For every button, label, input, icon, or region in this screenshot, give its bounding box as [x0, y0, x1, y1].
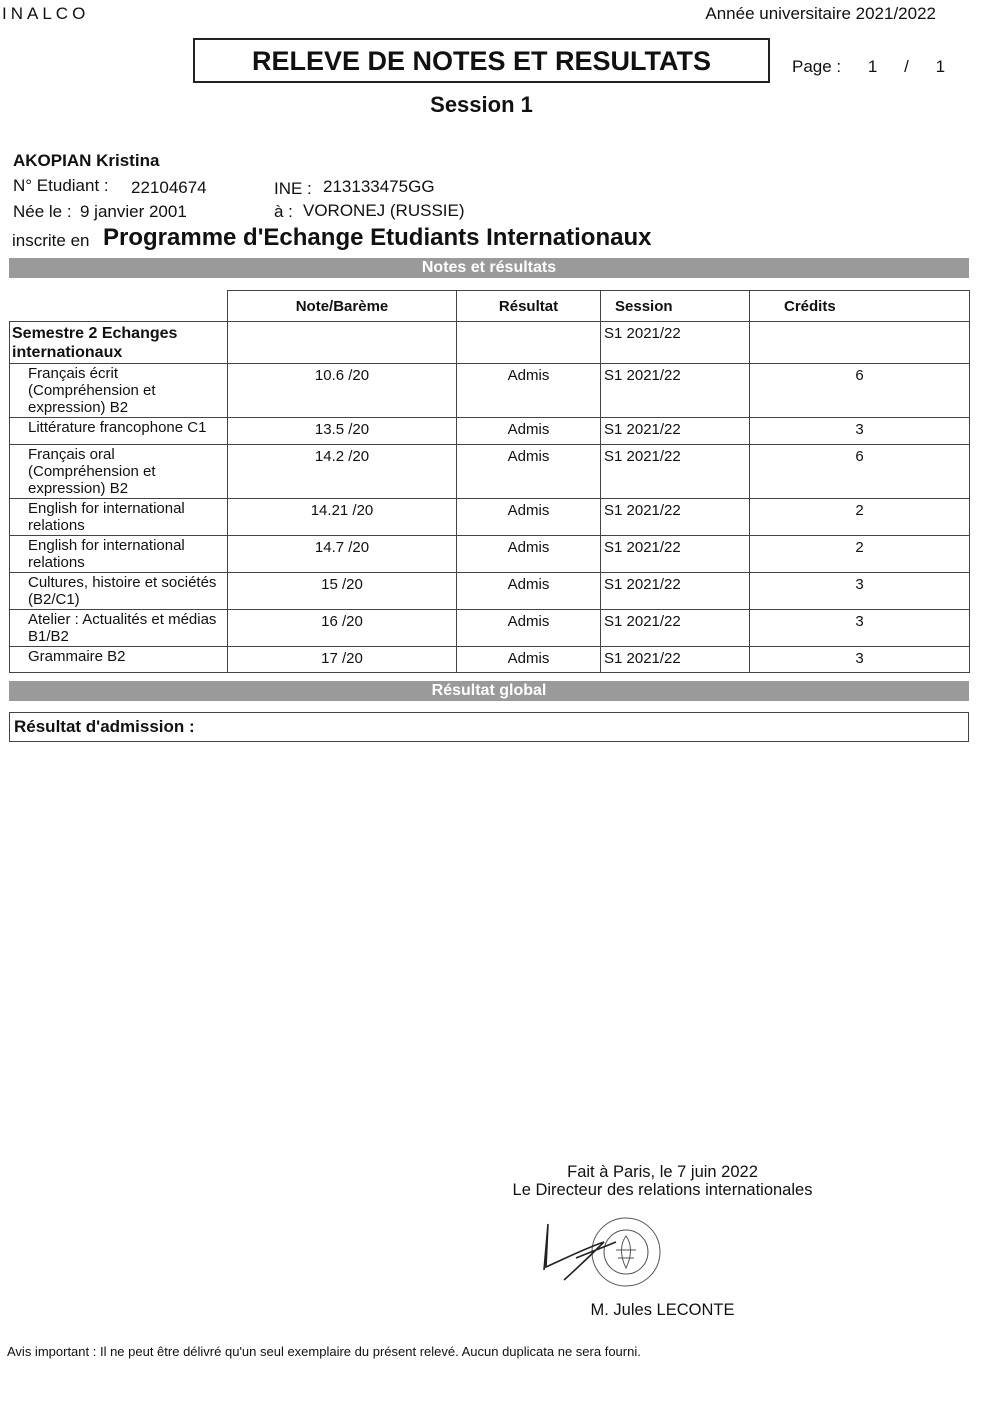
semester-note	[228, 322, 457, 364]
student-id-value: 22104674	[131, 178, 207, 197]
ue-label: English for international relations	[10, 499, 228, 536]
ue-session: S1 2021/22	[601, 610, 750, 647]
ue-note: 14.2 /20	[228, 445, 457, 499]
ue-session: S1 2021/22	[601, 647, 750, 673]
page-separator: /	[904, 57, 909, 76]
page-label: Page :	[792, 57, 842, 76]
ue-label: Atelier : Actualités et médias B1/B2	[10, 610, 228, 647]
program-name: Programme d'Echange Etudiants Internationaux	[103, 224, 652, 251]
signatory-name: M. Jules LECONTE	[590, 1301, 735, 1319]
semester-result	[457, 322, 601, 364]
ue-label: Français écrit (Compréhension et expression) B2	[10, 364, 228, 418]
ue-label: Cultures, histoire et sociétés (B2/C1)	[10, 573, 228, 610]
birth-place-label: à :	[274, 202, 293, 221]
admission-result-label: Résultat d'admission :	[9, 712, 969, 742]
stamp-seal	[592, 1218, 660, 1286]
ue-label: Français oral (Compréhension et expression) B2	[10, 445, 228, 499]
ue-credits: 2	[750, 499, 970, 536]
ue-session: S1 2021/22	[601, 573, 750, 610]
ue-session: S1 2021/22	[601, 418, 750, 445]
ue-session: S1 2021/22	[601, 536, 750, 573]
ue-label: English for international relations	[10, 536, 228, 573]
header-blank	[10, 291, 228, 322]
ue-credits: 3	[750, 418, 970, 445]
table-row	[10, 536, 970, 573]
header-note: Note/Barème	[228, 291, 457, 322]
place-date: Fait à Paris, le 7 juin 2022	[567, 1163, 758, 1181]
ue-result: Admis	[457, 418, 601, 445]
semester-session: S1 2021/22	[601, 322, 750, 364]
ue-result: Admis	[457, 364, 601, 418]
grades-section-bar: Notes et résultats	[9, 258, 969, 278]
ue-label: Grammaire B2	[10, 647, 228, 673]
ine-label: INE :	[274, 179, 312, 198]
table-row	[10, 610, 970, 647]
ue-credits: 2	[750, 536, 970, 573]
ue-note: 10.6 /20	[228, 364, 457, 418]
footer-notice: Avis important : Il ne peut être délivré qu'un seul exemplaire du présent relevé. Aucun duplicata ne sera fourni.	[7, 1344, 641, 1359]
ue-credits: 3	[750, 647, 970, 673]
session-title: Session 1	[430, 92, 533, 117]
ue-note: 14.7 /20	[228, 536, 457, 573]
header-credits: Crédits	[750, 291, 970, 322]
document-title: RELEVE DE NOTES ET RESULTATS	[193, 38, 770, 83]
ue-result: Admis	[457, 573, 601, 610]
ue-result: Admis	[457, 536, 601, 573]
signature-stamp	[536, 1212, 676, 1292]
global-result-bar: Résultat global	[9, 681, 969, 701]
ue-result: Admis	[457, 610, 601, 647]
semester-credits	[750, 322, 970, 364]
handwritten-signature	[544, 1224, 616, 1280]
signatory-role: Le Directeur des relations internationales	[512, 1181, 813, 1199]
ue-credits: 3	[750, 610, 970, 647]
table-row	[10, 364, 970, 418]
header-session: Session	[601, 291, 750, 322]
ue-session: S1 2021/22	[601, 445, 750, 499]
semester-label: Semestre 2 Echanges internationaux	[10, 322, 228, 364]
ue-credits: 6	[750, 364, 970, 418]
institution-name: INALCO	[2, 4, 90, 23]
birth-date-label: Née le :	[13, 202, 72, 221]
ue-credits: 3	[750, 573, 970, 610]
ue-note: 17 /20	[228, 647, 457, 673]
table-row	[10, 647, 970, 673]
birth-place-value: VORONEJ (RUSSIE)	[303, 201, 465, 220]
ue-result: Admis	[457, 647, 601, 673]
page-total: 1	[935, 57, 946, 76]
ue-note: 13.5 /20	[228, 418, 457, 445]
semester-row	[10, 322, 970, 364]
ue-result: Admis	[457, 499, 601, 536]
grades-header-row	[10, 291, 970, 322]
ue-session: S1 2021/22	[601, 364, 750, 418]
enrolled-label: inscrite en	[12, 231, 90, 250]
academic-year: Année universitaire 2021/2022	[705, 4, 936, 23]
ue-note: 14.21 /20	[228, 499, 457, 536]
ue-result: Admis	[457, 445, 601, 499]
ue-label: Littérature francophone C1	[10, 418, 228, 445]
student-id-label: N° Etudiant :	[13, 176, 109, 195]
ine-value: 213133475GG	[323, 177, 435, 196]
page-indicator	[792, 57, 945, 77]
ue-note: 16 /20	[228, 610, 457, 647]
student-name: AKOPIAN Kristina	[13, 151, 160, 170]
birth-date-value: 9 janvier 2001	[80, 202, 187, 221]
ue-note: 15 /20	[228, 573, 457, 610]
table-row	[10, 499, 970, 536]
table-row	[10, 445, 970, 499]
ue-session: S1 2021/22	[601, 499, 750, 536]
ue-credits: 6	[750, 445, 970, 499]
header-result: Résultat	[457, 291, 601, 322]
table-row	[10, 418, 970, 445]
page-current: 1	[867, 57, 878, 76]
grades-table	[9, 290, 970, 673]
table-row	[10, 573, 970, 610]
